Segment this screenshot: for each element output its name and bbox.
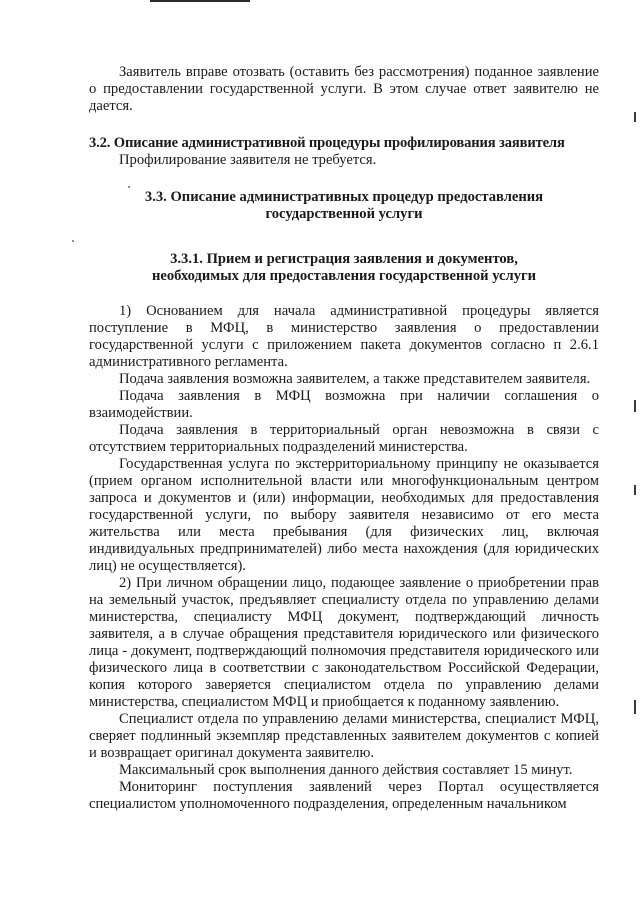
paragraph-withdrawal: Заявитель вправе отозвать (оставить без рассмотрения) поданное заявление о предоставлении государственной услуги. В этом случае ответ заявителю не дается. xyxy=(89,64,599,114)
paragraph-time-limit: Максимальный срок выполнения данного действия составляет 15 минут. xyxy=(119,762,573,778)
paragraph-territorial: Подача заявления в территориальный орган невозможна в связи с отсутствием территориальных подразделений министерства. xyxy=(89,422,599,455)
paragraph-profiling: Профилирование заявителя не требуется. xyxy=(119,152,377,168)
scan-border-top xyxy=(150,0,250,2)
paragraph-verification: Специалист отдела по управлению делами министерства, специалист МФЦ, сверяет подлинный экземпляр представленных заявителем документов с копией и возвращает оригинал документа заявителю. xyxy=(89,711,599,761)
scan-edge-mark xyxy=(634,112,636,122)
heading-3-3-1-line1: 3.3.1. Прием и регистрация заявления и документов, xyxy=(170,251,518,267)
paragraph-monitoring: Мониторинг поступления заявлений через Портал осуществляется специалистом уполномоченного подразделения, определенным начальником xyxy=(89,779,599,812)
heading-3-3-line1: 3.3. Описание административных процедур предоставления xyxy=(144,189,544,205)
heading-3-2: 3.2. Описание административной процедуры профилирования заявителя xyxy=(89,135,565,151)
heading-3-3-line2: государственной услуги xyxy=(265,206,423,222)
paragraph-submission: Подача заявления возможна заявителем, а также представителем заявителя. xyxy=(119,371,591,387)
scan-speck xyxy=(72,240,74,242)
paragraph-basis: 1) Основанием для начала административной процедуры является поступление в МФЦ, в министерство заявления о предоставлении государственной услуги с приложением пакета документов согласно п 2.6.1 административного регламента. xyxy=(89,303,599,370)
paragraph-personal-visit: 2) При личном обращении лицо, подающее заявление о приобретении прав на земельный участок, предъявляет специалисту отдела по управлению делами министерства, специалисту МФЦ документ, подтверждающий личность заявителя, а в случае обращения представителя юридического или физического лица - документ, подтверждающий полномочия представителя юридического или физического лица в соответствии с законодательством Российской Федерации, копия которого заверяется специалистом отдела по управлению делами министерства, специалистом МФЦ и приобщается к поданному заявлению. xyxy=(89,575,599,710)
heading-3-3-1 xyxy=(89,251,599,285)
scan-edge-mark xyxy=(634,485,636,495)
paragraph-extraterritorial: Государственная услуга по экстерриториальному принципу не оказывается (прием органом исполнительной власти или многофункциональным центром запроса и документов и (или) информации, необходимых для предоставления государственной услуги, по выбору заявителя независимо от его места жительства или места пребывания (для физических лиц, включая индивидуальных предпринимателей) либо места нахождения (для юридических лиц) не осуществляется). xyxy=(89,456,599,574)
heading-3-3-1-line2: необходимых для предоставления государственной услуги xyxy=(151,268,537,284)
scan-edge-mark xyxy=(634,700,636,714)
document-body xyxy=(89,64,599,813)
paragraph-mfc-submission: Подача заявления в МФЦ возможна при наличии соглашения о взаимодействии. xyxy=(89,388,599,421)
scan-edge-mark xyxy=(634,400,636,412)
heading-3-3 xyxy=(89,189,599,223)
